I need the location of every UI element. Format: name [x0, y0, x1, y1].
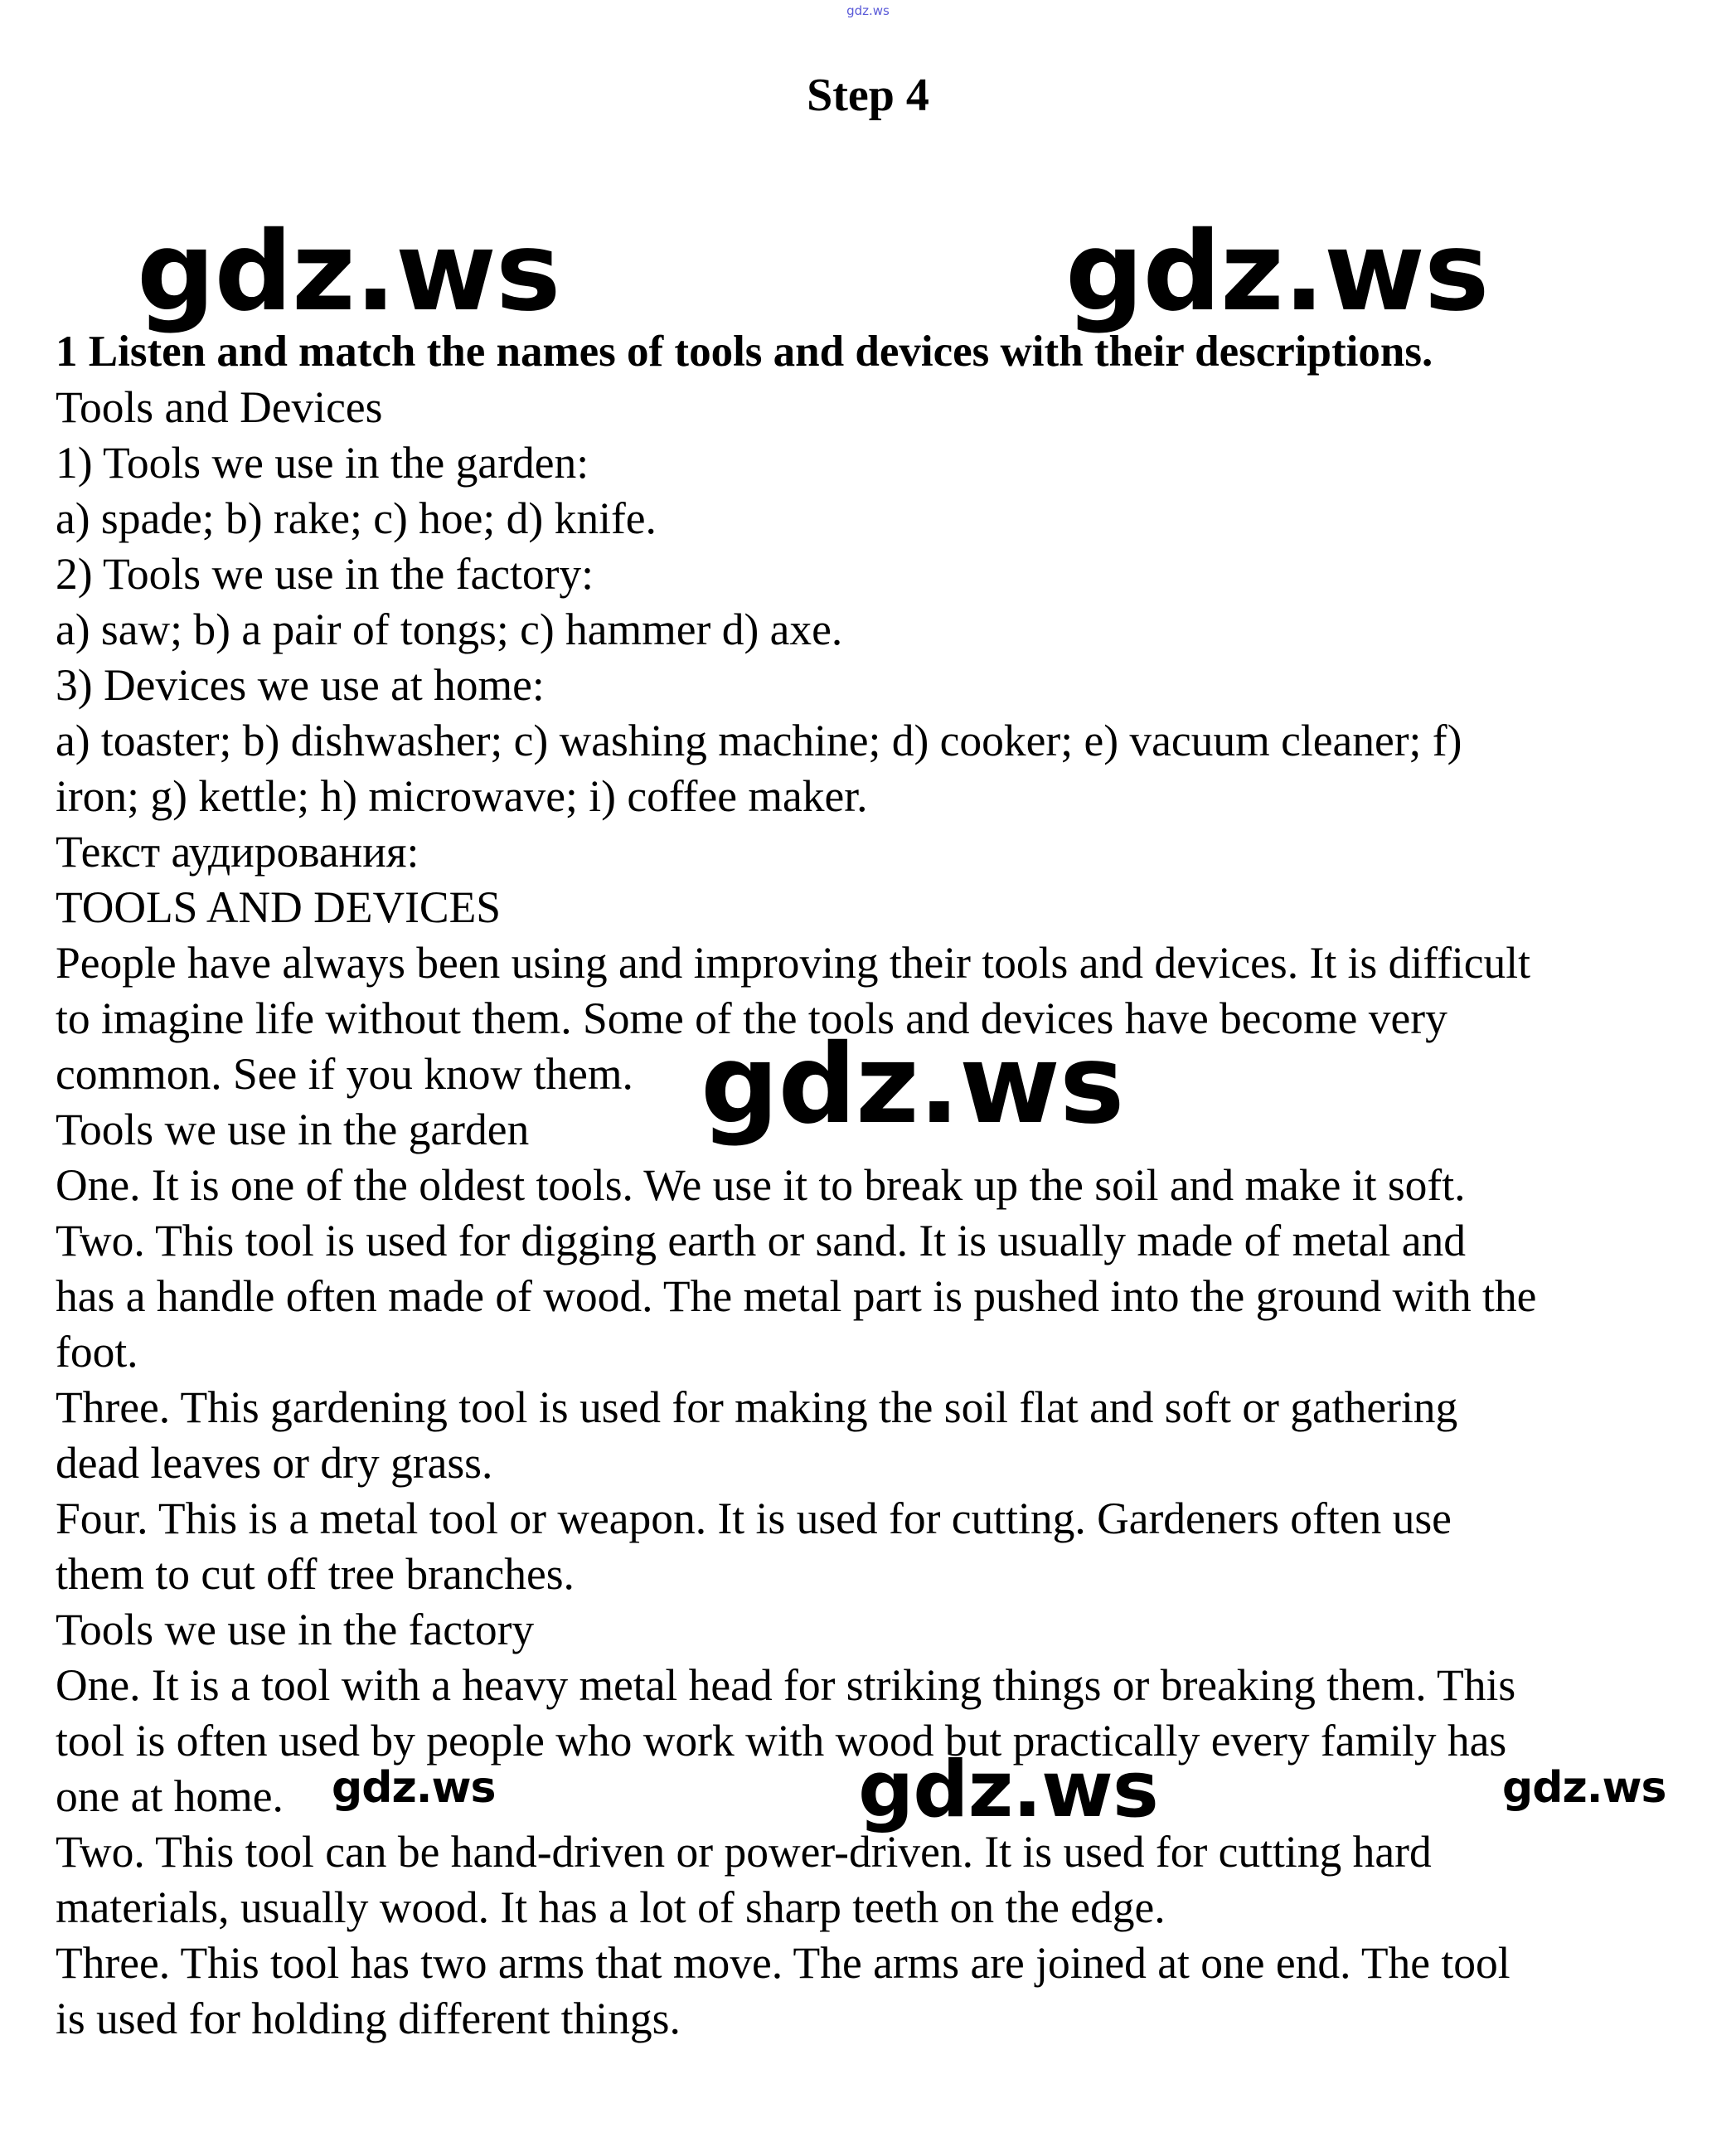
text-line: one at home.: [56, 1771, 284, 1821]
text-line: 3) Devices we use at home:: [56, 660, 545, 710]
watermark-bottom-center: gdz.ws: [858, 1745, 1158, 1835]
text-line: materials, usually wood. It has a lot of sharp teeth on the edge.: [56, 1882, 1166, 1932]
watermark-top-right: gdz.ws: [1065, 208, 1489, 336]
text-line: iron; g) kettle; h) microwave; i) coffee maker.: [56, 771, 868, 821]
text-line: Three. This tool has two arms that move. The arms are joined at one end. The tool: [56, 1938, 1511, 1988]
text-line: to imagine life without them. Some of the tools and devices have become very: [56, 993, 1447, 1043]
text-line: People have always been using and improving their tools and devices. It is difficult: [56, 938, 1530, 988]
watermark-top-left: gdz.ws: [137, 208, 560, 336]
text-line: Two. This tool can be hand-driven or power-driven. It is used for cutting hard: [56, 1827, 1432, 1877]
top-watermark-link[interactable]: gdz.ws: [846, 3, 890, 18]
text-line: One. It is one of the oldest tools. We use it to break up the soil and make it soft.: [56, 1160, 1466, 1210]
text-line: a) spade; b) rake; c) hoe; d) knife.: [56, 493, 657, 543]
text-line: Tools we use in the garden: [56, 1105, 530, 1154]
text-line: Four. This is a metal tool or weapon. It is used for cutting. Gardeners often use: [56, 1494, 1452, 1543]
text-line: Three. This gardening tool is used for making the soil flat and soft or gathering: [56, 1382, 1458, 1432]
text-line: Two. This tool is used for digging earth or sand. It is usually made of metal and: [56, 1216, 1467, 1265]
text-line: TOOLS AND DEVICES: [56, 882, 502, 932]
text-line: Текст аудирования:: [56, 827, 419, 877]
text-line: Tools we use in the factory: [56, 1605, 535, 1654]
text-line: tool is often used by people who work with wood but practically every family has: [56, 1716, 1507, 1766]
text-line: common. See if you know them.: [56, 1049, 633, 1099]
text-line: 1) Tools we use in the garden:: [56, 438, 589, 488]
text-line: has a handle often made of wood. The metal part is pushed into the ground with the: [56, 1271, 1537, 1321]
text-line: Tools and Devices: [56, 382, 383, 432]
watermark-bottom-left: gdz.ws: [332, 1763, 496, 1813]
text-line: them to cut off tree branches.: [56, 1549, 575, 1599]
watermark-center: gdz.ws: [701, 1021, 1124, 1149]
text-line: is used for holding different things.: [56, 1994, 681, 2043]
text-line: 2) Tools we use in the factory:: [56, 549, 594, 599]
text-line: foot.: [56, 1327, 138, 1377]
page-title: Step 4: [807, 70, 929, 121]
text-line: a) saw; b) a pair of tongs; c) hammer d) axe.: [56, 605, 843, 654]
task-heading: 1 Listen and match the names of tools and devices with their descriptions.: [56, 328, 1433, 376]
text-line: a) toaster; b) dishwasher; c) washing machine; d) cooker; e) vacuum cleaner; f): [56, 716, 1462, 765]
text-line: dead leaves or dry grass.: [56, 1438, 493, 1488]
text-line: One. It is a tool with a heavy metal head for striking things or breaking them. This: [56, 1660, 1516, 1710]
watermark-bottom-right: gdz.ws: [1502, 1763, 1666, 1813]
